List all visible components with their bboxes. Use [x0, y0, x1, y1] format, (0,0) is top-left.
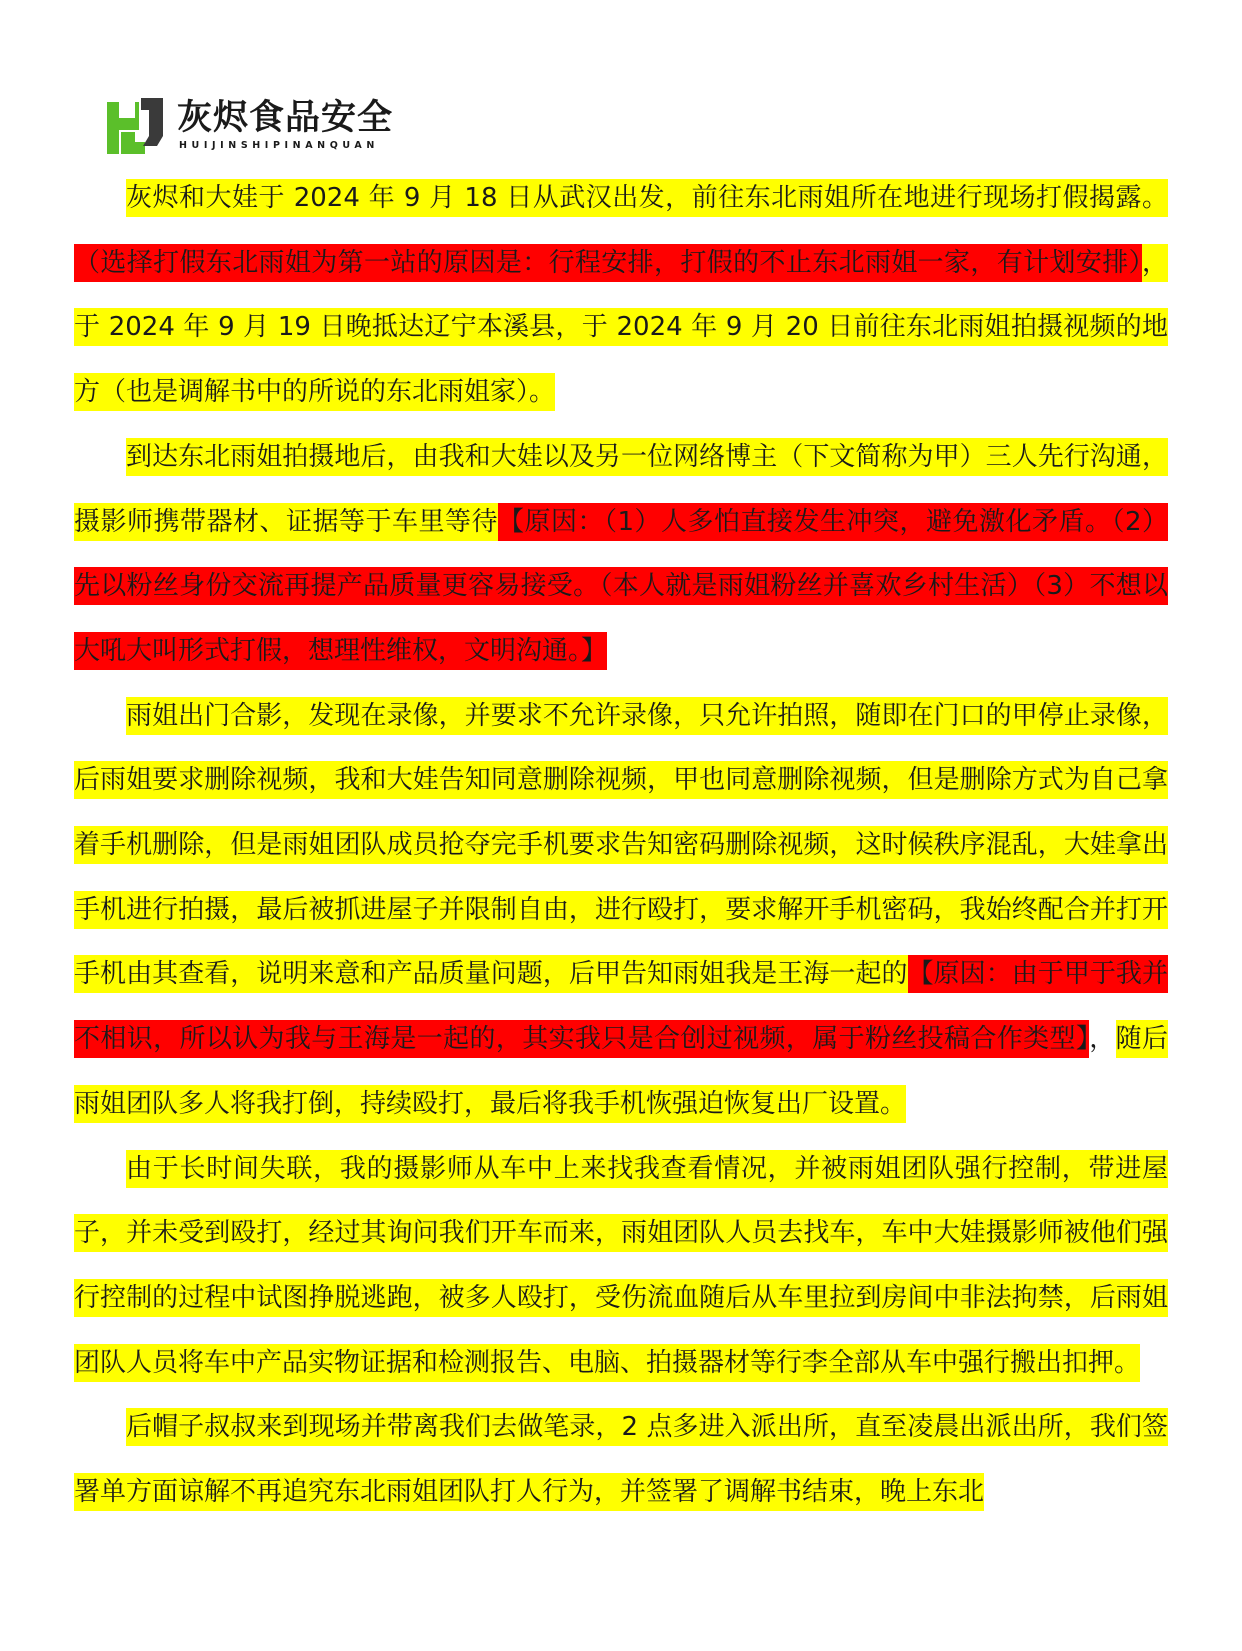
red-highlight-text: 【原因：（1）人多怕直接发生冲突，避免激化矛盾。（2）先以粉丝身份交流再提产品质量更容易接受。（本人就是雨姐粉丝并喜欢乡村生活）（3）不想以大吼大叫形式打假，想理性维权，文明沟通。】: [74, 503, 1168, 670]
yellow-highlight-text: ，于 2024 年 9 月 19 日晚抵达辽宁本溪县，于 2024 年 9 月 20 日前往东北雨姐拍摄视频的地方（也是调解书中的所说的东北雨姐家）。: [74, 244, 1168, 411]
brand-logo: [105, 94, 405, 158]
paragraph: [74, 1137, 1168, 1396]
logo-pinyin: HUIJINSHIPINANQUAN: [179, 140, 379, 151]
red-highlight-text: 【原因：由于甲于我并不相识，所以认为我与王海是一起的，其实我只是合创过视频，属于粉丝投稿合作类型】: [74, 955, 1168, 1058]
document-body: [74, 166, 1168, 1525]
paragraph: [74, 425, 1168, 684]
plain-text: ，: [1089, 1024, 1116, 1055]
yellow-highlight-text: 到达东北雨姐拍摄地后，由我和大娃以及另一位网络博主（下文简称为甲）三人先行沟通，摄影师携带器材、证据等于车里等待: [74, 438, 1168, 541]
yellow-highlight-text: 后帽子叔叔来到现场并带离我们去做笔录，2 点多进入派出所，直至凌晨出派出所，我们签署单方面谅解不再追究东北雨姐团队打人行为，并签署了调解书结束，晚上东北: [74, 1408, 1168, 1511]
paragraph: [74, 166, 1168, 425]
paragraph: [74, 1395, 1168, 1524]
red-highlight-text: （选择打假东北雨姐为第一站的原因是：行程安排，打假的不止东北雨姐一家，有计划安排）: [74, 244, 1142, 282]
logo-title: 灰烬食品安全: [177, 98, 394, 138]
yellow-highlight-text: 灰烬和大娃于 2024 年 9 月 18 日从武汉出发，前往东北雨姐所在地进行现场打假揭露。: [126, 179, 1168, 217]
yellow-highlight-text: 由于长时间失联，我的摄影师从车中上来找我查看情况，并被雨姐团队强行控制，带进屋子，并未受到殴打，经过其询问我们开车而来，雨姐团队人员去找车，车中大娃摄影师被他们强行控制的过程中试图挣脱逃跑，被多人殴打，受伤流血随后从车里拉到房间中非法拘禁，后雨姐团队人员将车中产品实物证据和检测报告、电脑、拍摄器材等行李全部从车中强行搬出扣押。: [74, 1150, 1168, 1382]
hj-logo-icon: [105, 96, 167, 156]
yellow-highlight-text: 随后雨姐团队多人将我打倒，持续殴打，最后将我手机恢强迫恢复出厂设置。: [74, 1020, 1168, 1123]
yellow-highlight-text: 雨姐出门合影，发现在录像，并要求不允许录像，只允许拍照，随即在门口的甲停止录像，后雨姐要求删除视频，我和大娃告知同意删除视频，甲也同意删除视频，但是删除方式为自己拿着手机删除，但是雨姐团队成员抢夺完手机要求告知密码删除视频，这时候秩序混乱，大娃拿出手机进行拍摄，最后被抓进屋子并限制自由，进行殴打，要求解开手机密码，我始终配合并打开手机由其查看，说明来意和产品质量问题，后甲告知雨姐我是王海一起的: [74, 697, 1168, 994]
paragraph: [74, 684, 1168, 1137]
